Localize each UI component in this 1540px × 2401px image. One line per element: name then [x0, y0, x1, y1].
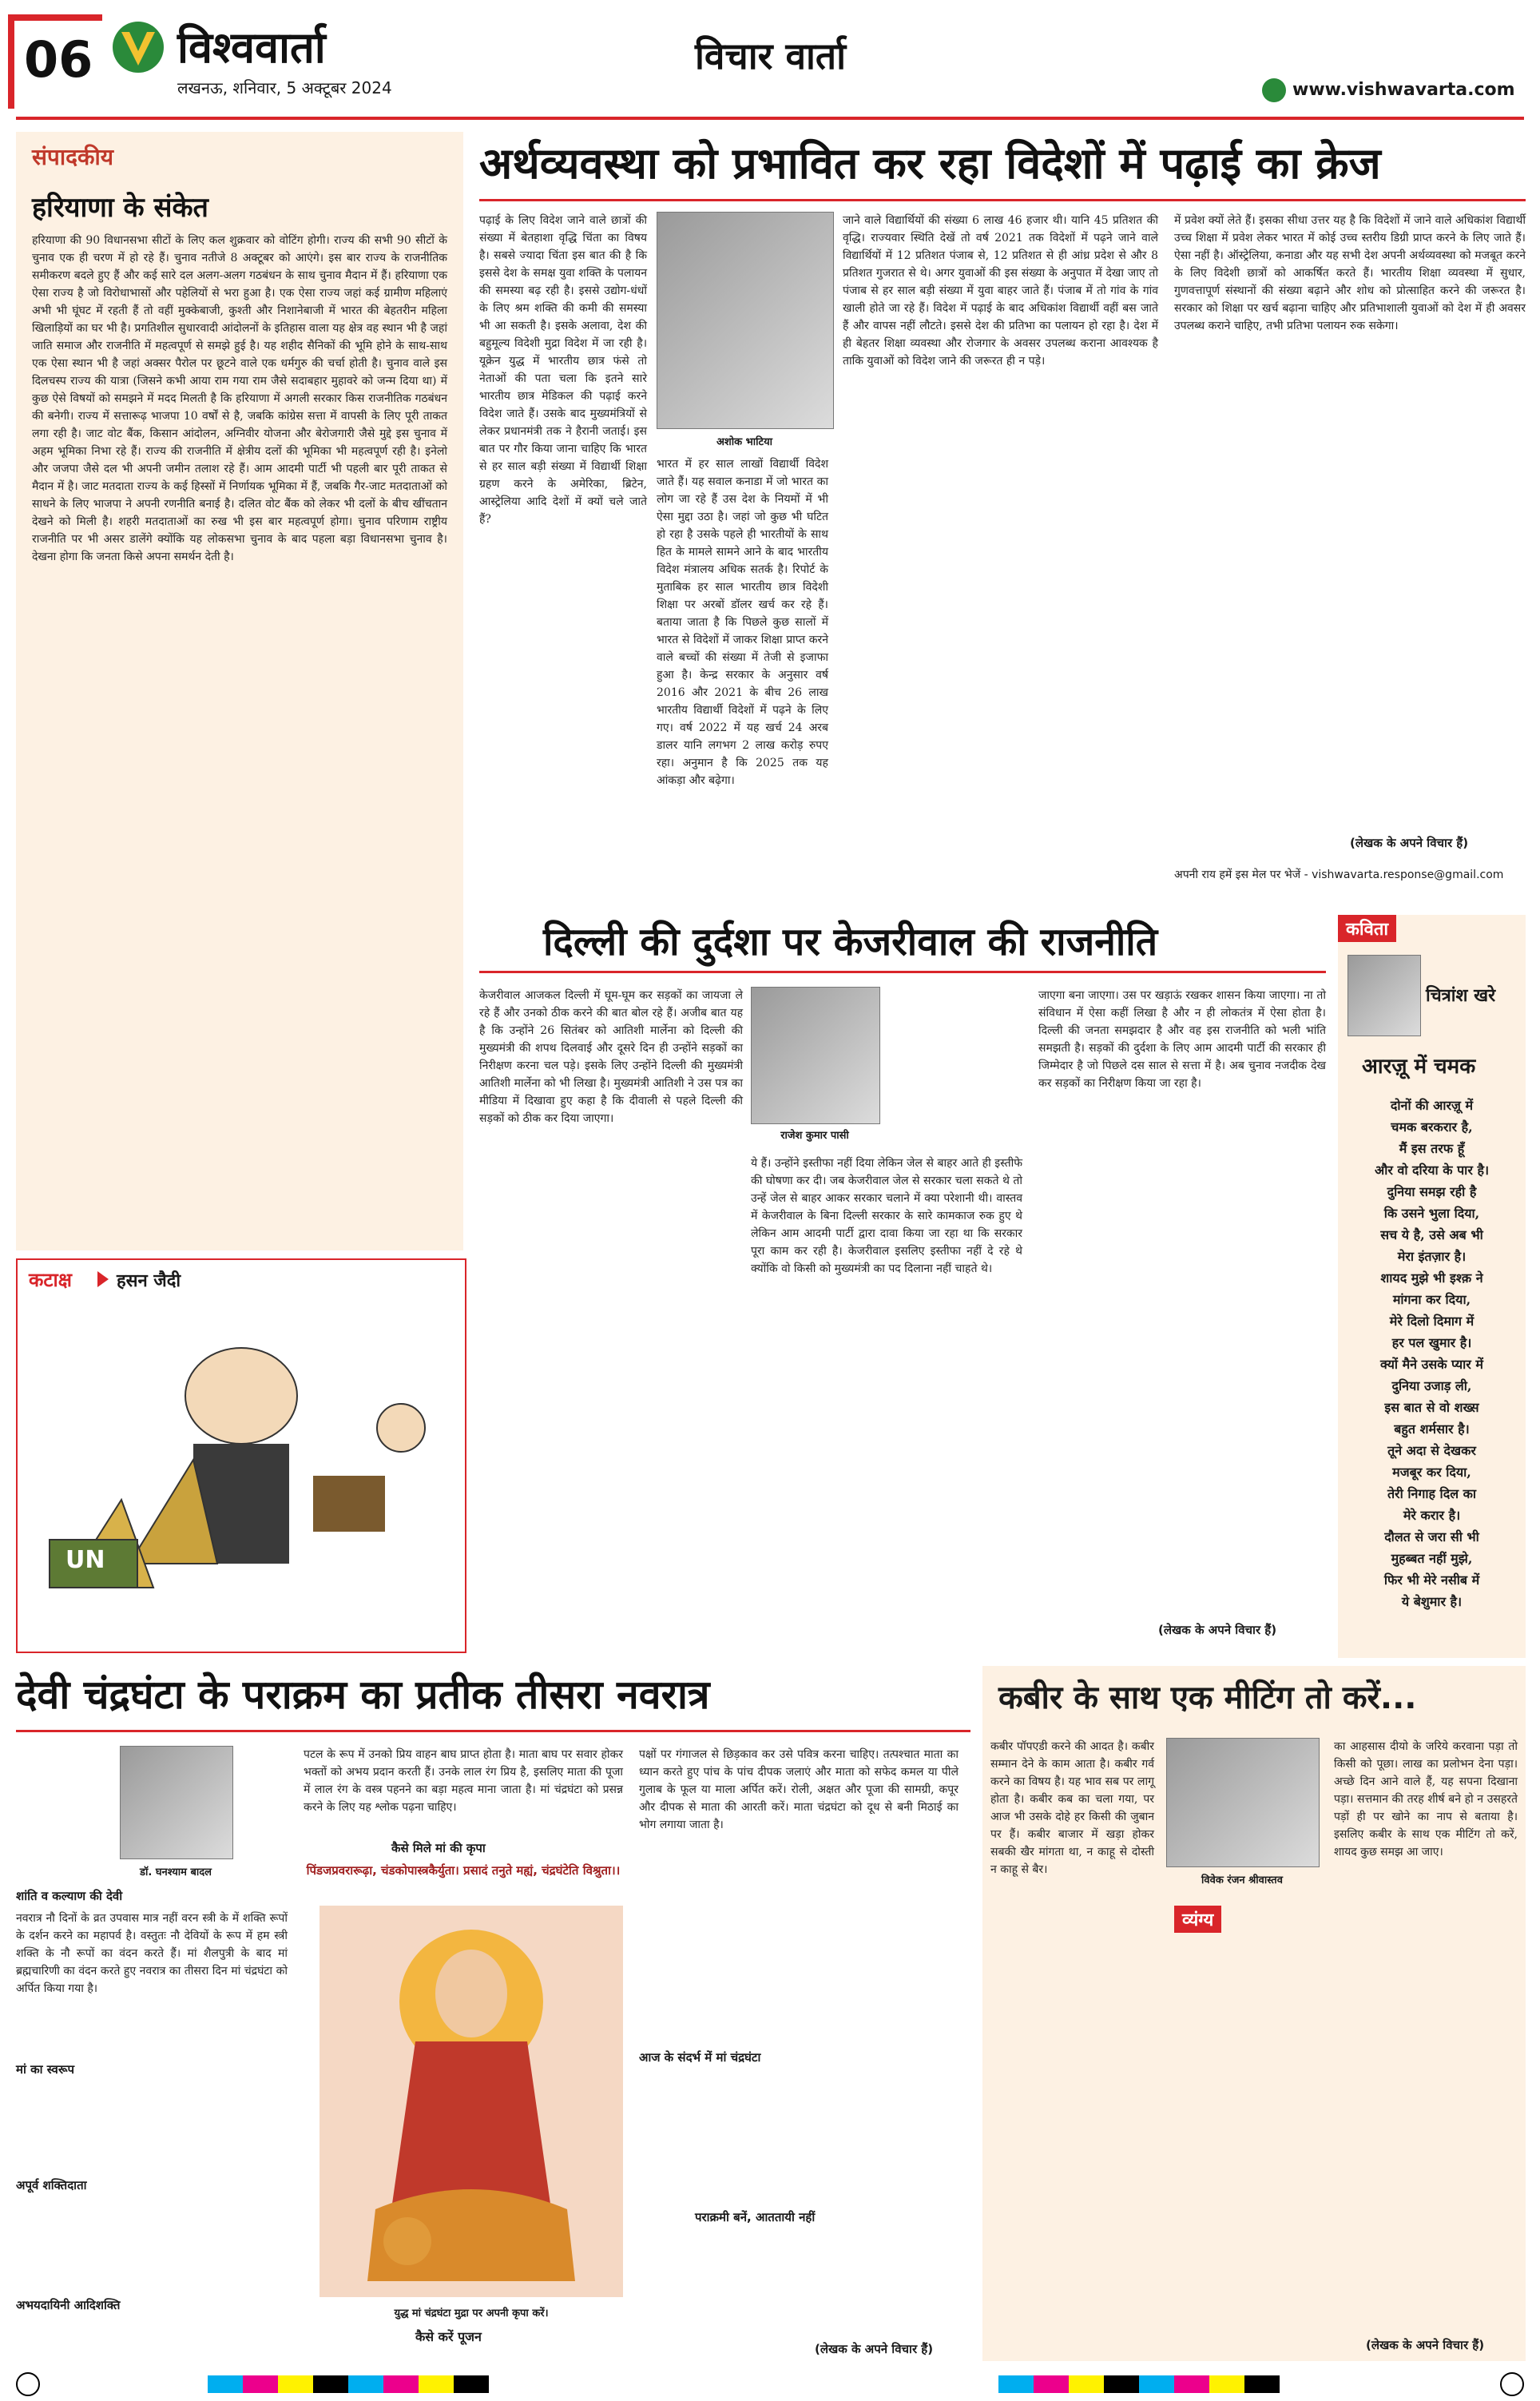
second-author-photo [751, 987, 880, 1124]
color-bar [208, 2375, 489, 2396]
author-photo [657, 212, 834, 429]
lead-col-3: जाने वाले विद्यार्थियों की संख्या 6 लाख 46 हजार थी। यानि 45 प्रतिशत की वृद्धि। राज्यवार स्थिति देखें तो वर्ष 2021 तक विदेशों में पढ़ने जाने वाले विद्यार्थियों में 12 प्रतिशत पंजाब से, 12 प्रतिशत से ही आंध्र प्रदेश से और 8 प्रतिशत गुजरात से थे। अगर युवाओं की इस संख्या के अनुपात में देखा जाए तो पंजाब से हर साल बड़ी संख्या में युवा बाहर जाते हैं। पंजाब में तो गांव के गांव खाली होते जा रहे हैं। विदेश में पढ़ाई के बाद अधिकांश विद्यार्थी वहीं बस जाते हैं और वापस नहीं लौटते। इससे देश की प्रतिभा का पलायन हो रहा है। देश में ही बेहतर शिक्षा व्यवस्था और रोजगार के अवसर उपलब्ध कराना आवश्यक है ताकि युवाओं को विदेश जाने की जरूरत ही न पड़े। [843, 214, 1162, 368]
cartoon-label: कटाक्ष [29, 1269, 72, 1291]
poem-line: तूने अदा से देखकर [1387, 1443, 1476, 1458]
poem-line: दुनिया उजाड़ ली, [1391, 1378, 1472, 1393]
poem-line: फिर भी मेरे नसीब में [1383, 1572, 1480, 1588]
lead-author: अशोक भाटिया [716, 436, 772, 448]
poem-line: चमक बरकरार है, [1391, 1119, 1473, 1135]
globe-icon [1262, 78, 1286, 102]
second-author: राजेश कुमार पासी [780, 1130, 849, 1142]
lead-rule [479, 199, 1526, 201]
poem-line: शायद मुझे भी इश्क़ ने [1380, 1270, 1483, 1286]
editorial-body: हरियाणा की 90 विधानसभा सीटों के लिए कल शुक्रवार को वोटिंग होगी। राज्य की सभी 90 सीटों के चुनाव एक ही चरण में हो रहे हैं। चुनाव नतीजे 8 अक्टूबर को आएंगे। इस बार राज्य के राजनीतिक समीकरण बदले हुए हैं और कई सारे दल अलग-अलग गठबंधन के साथ चुनाव मैदान में हैं। हरियाणा एक ऐसा राज्य है जो विरोधाभासों और पहेलियों से भरा हुआ है। एक ऐसा राज्य जहां कई ग्रामीण महिलाएं अभी भी घूंघट में रहती हैं तो वहीं मुक्केबाजी, कुश्ती और निशानेबाजी में भारत की बेहतरीन महिला खिलाड़ियों का घर भी है। प्रगतिशील सुधारवादी आंदोलनों के इतिहास वाला यह क्षेत्र वह स्थान भी है जहां जाति समाज और राजनीति में महत्वपूर्ण से समझे हुई है। यह शहीद सैनिकों की भूमि होने के साथ-साथ एक ऐसा स्थान भी है जहां अक्सर पैरोल पर छूटने वाले एक धर्मगुरु की चर्चा होती है। चुनाव वाले इस दिलचस्प राज्य की यात्रा (जिसने कभी आया राम गया राम जैसे सदाबहार मुहावरे को जन्म दिया था) में कुछ ऐसे विषयों को समझने में मदद मिलती है कि हरियाणा में अगली सरकार किस राजनीतिक गठबंधन की बनेगी। राज्य में सत्तारूढ़ भाजपा 10 वर्षों से है, जबकि कांग्रेस सत्ता में वापसी के लिए पूरी ताकत लगा रही है। जाट वोट बैंक, किसान आंदोलन, अग्निवीर योजना और बेरोजगारी जैसे मुद्दे इस चुनाव में अहम भूमिका निभा रहे हैं। राज्य की राजनीति में क्षेत्रीय दलों की भूमिका भी महत्वपूर्ण रही है। इनेलो और जजपा जैसे दल भी अपनी जमीन तलाश रहे हैं। आम आदमी पार्टी भी पहली बार पूरी ताकत से मैदान में है। जाट मतदाता राज्य के कई हिस्सों में निर्णायक भूमिका में हैं, जबकि गैर-जाट मतदाताओं को साधने के लिए भाजपा ने अपनी रणनीति बनाई है। दलित वोट बैंक को लेकर भी दलों के बीच खींचतान देखने को मिली है। शहरी मतदाताओं का रुख भी इस बार महत्वपूर्ण होगा। चुनाव परिणाम राष्ट्रीय राजनीति पर भी असर डालेंगे क्योंकि यह लोकसभा चुनाव के बाद पहला बड़ा विधानसभा चुनाव है। देखना होगा कि जनता किसे अपना समर्थन देती है। [32, 234, 451, 563]
second-col-2: ये हैं। उन्होंने इस्तीफा नहीं दिया लेकिन जेल से बाहर आते ही इस्तीफे की घोषणा कर दी। जब केजरीवाल जेल से सरकार चला सकते थे तो उन्हें जेल से बाहर आकर सरकार चलाने में क्या परेशानी थी। वास्तव में केजरीवाल के बिना दिल्ली सरकार के सारे कामकाज रुक हुए थे लेकिन आम आदमी पार्टी द्वारा दावा किया जा रहा था कि सरकार पूरा काम कर रही है। केजरीवाल इसलिए इस्तीफा नहीं दे रहे थे क्योंकि वो किसी को मुख्यमंत्री का पद दिलाना नहीं चाहते थे। [751, 1157, 1026, 1275]
registration-mark-icon [16, 2372, 40, 2396]
poet-name: चित्रांश खरे [1426, 986, 1496, 1006]
lead-col-2: भारत में हर साल लाखों विद्यार्थी विदेश जाते हैं। यह सवाल कनाडा में जो भारत का लोग जा रहे हैं उस देश के नियमों में भी ऐसा मुद्दा उठा है। जहां जो कुछ भी घटित हो रहा है उसके पहले ही भारतीयों के साथ हित के मामले सामने आने के बाद भारतीय विदेश मंत्रालय अधिक सतर्क है। रिपोर्ट के मुताबिक हर साल भारतीय छात्र विदेशी शिक्षा पर अरबों डॉलर खर्च कर रहे हैं। बताया जाता है कि पिछले कुछ सालों में भारत से विदेशों में जाकर शिक्षा प्राप्त करने वाले बच्चों की संख्या में तेजी से इजाफा हुआ है। केन्द्र सरकार के अनुसार वर्ष 2016 और 2021 के बीच 26 लाख भारतीय विद्यार्थी विदेशों में पढ़ने के लिए गए। वर्ष 2022 में यह खर्च 24 अरब डालर यानि लगभग 2 लाख करोड़ रुपए रहा। अनुमान है कि 2025 तक यह आंकड़ा और बढ़ेगा। [657, 458, 832, 787]
navratri-sub-7: पराक्रमी बनें, आततायी नहीं [695, 2210, 816, 2224]
navratri-sub-2: मां का स्वरूप [16, 2062, 75, 2077]
editorial-label: संपादकीय [32, 144, 113, 170]
lead-headline: अर्थव्यवस्था को प्रभावित कर रहा विदेशों में पढ़ाई का क्रेज [479, 138, 1381, 189]
poem-line: हर पल खुमार है। [1391, 1335, 1472, 1350]
page-number: 06 [24, 30, 93, 89]
satire-label: व्यंग्य [1174, 1906, 1221, 1933]
navratri-col-3: पक्षों पर गंगाजल से छिड़काव कर उसे पवित्र करना चाहिए। तत्पश्चात माता का ध्यान करते हुए पांच के पांच दीपक जलाएं और माता को सफेद कमल या पीले गुलाब के फूल या माला अर्पित करें। रोली, अक्षत और पूजा की सामग्री, कपूर और दीपक से माता की आरती करें। माता चंद्रघंटा को दूध से बनी मिठाई का भोग लगाया जाता है। [639, 1748, 963, 1831]
navratri-caption-2: कैसे करें पूजन [415, 2329, 482, 2344]
navratri-sub-5: कैसे मिले मां की कृपा [391, 1841, 486, 1855]
second-col-3: जाएगा बना जाएगा। उस पर खड़ाऊं रखकर शासन किया जाएगा। ना तो संविधान में ऐसा कहीं लिखा है और न ही लोकतंत्र में ऐसा होता है। दिल्ली की जनता समझदार है और वह इस राजनीति को भली भांति समझती है। सड़कों की दुर्दशा के लिए आम आदमी पार्टी की सरकार ही जिम्मेदार है जो पिछले दस साल से सत्ता में है। अब चुनाव नजदीक देख कर सड़कों का निरीक्षण किया जा रहा है। [1038, 989, 1330, 1090]
editorial-section [16, 132, 463, 1250]
color-bar [998, 2375, 1280, 2396]
second-rule [479, 971, 1326, 973]
satire-article [982, 1666, 1526, 2361]
navratri-sub-1: शांति व कल्याण की देवी [16, 1889, 123, 1903]
poem-line: इस बात से वो शख्स [1384, 1400, 1479, 1415]
poem-line: मांगना कर दिया, [1392, 1292, 1471, 1307]
satire-col-1: कबीर पॉपएडी करने की आदत है। कबीर सम्मान देने के काम आता है। कबीर गर्व करने का विषय है। यह भाव सब पर लागू होता है। कबीर कब का चला गया, पर आज भी उसके दोहे हर किसी की जुबान पर हैं। कबीर बाजार में खड़ा होकर सबकी खैर मांगता था, न काहू से दोस्ती न काहू से बैर। [990, 1740, 1158, 1876]
satire-author: विवेक रंजन श्रीवास्तव [1201, 1874, 1283, 1886]
poem-line: सच ये है, उसे अब भी [1380, 1227, 1483, 1242]
cartoon-artist: हसन जैदी [117, 1271, 181, 1291]
feedback-line: अपनी राय हमें इस मेल पर भेजें - vishwavarta.response@gmail.com [1174, 869, 1504, 881]
navratri-author: डॉ. घनश्याम बादल [140, 1866, 212, 1878]
editorial-title: हरियाणा के संकेत [32, 192, 208, 224]
second-col-1: केजरीवाल आजकल दिल्ली में घूम-घूम कर सड़कों का जायजा ले रहे हैं और उनको ठीक करने की बात बोल रहे हैं। अजीब बात यह है कि उन्होंने 26 सितंबर को आतिशी मार्लेना को दिल्ली की मुख्यमंत्री की शपथ दिलवाई और दूसरे दिन ही उन्होंने सड़कों का निरीक्षण करना चल पड़े। इसके लिए उन्होंने दिल्ली की मुख्यमंत्री आतिशी मार्लेना को भी लिखा है। मुख्यमंत्री आतिशी ने उस पत्र का मीडिया में दिखावा हुए कहा है कि दीवाली से पहले दिल्ली की सड़कों को ठीक कर दिया जाएगा। [479, 989, 747, 1125]
poem-line: दुनिया समझ रही है [1387, 1184, 1477, 1199]
poem-line: क्यों मैने उसके प्यार में [1380, 1357, 1483, 1372]
second-article [479, 915, 1330, 1658]
navratri-rule [16, 1730, 970, 1732]
poem-label: कविता [1338, 915, 1396, 942]
goddess-illustration [320, 1906, 623, 2297]
lead-article [479, 132, 1530, 903]
satire-col-2: का आहसास दीयो के जरिये करवाना पड़ा तो किसी को पूछा। लाख का प्रलोभन देना पड़ा। अच्छे दिन आने वाले हैं, यह सपना दिखाना पड़ा। सत्तमान की तरह शीर्ष बने हो न उसहरते पड़ों ही पर खोने का नाप से बताया है। इसलिए कबीर के साथ एक मीटिंग तो करें, शायद कुछ समझ आ जाए। [1334, 1740, 1522, 1858]
poem-line: दोनों की आरज़ू में [1390, 1098, 1474, 1113]
poem-line: मेरा इंतज़ार है। [1397, 1249, 1467, 1264]
poem-line: मेरे दिलो दिमाग में [1389, 1314, 1475, 1329]
poem-line: ये बेशुमार है। [1401, 1594, 1463, 1609]
cartoon-illustration [34, 1300, 449, 1644]
dateline: लखनऊ, शनिवार, 5 अक्टूबर 2024 [177, 78, 392, 97]
poem-line: कि उसने भुला दिया, [1383, 1206, 1480, 1221]
registration-mark-icon [1500, 2372, 1524, 2396]
poem-line: दौलत से जरा सी भी [1384, 1529, 1479, 1544]
navratri-note: (लेखक के अपने विचार हैं) [815, 2342, 934, 2356]
navratri-author-photo [120, 1746, 233, 1859]
navratri-col-1: नवरात्र नौ दिनों के व्रत उपवास मात्र नहीं वरन स्त्री के में शक्ति रूपों के दर्शन करने का महापर्व है। वस्तुतः नौ देवियों के रूप में हम स्त्री शक्ति के नौ रूपों का वंदन करते हैं। मां शैलपुत्री के बाद मां ब्रह्मचारिणी का वंदन करते हुए नवरात्र का तीसरा दिन मां चंद्रघंटा को अर्पित किया गया है। [16, 1912, 292, 1995]
poem-line: मेरे करार है। [1403, 1508, 1461, 1523]
lead-note: (लेखक के अपने विचार हैं) [1350, 836, 1469, 850]
print-footer [0, 2369, 1540, 2401]
navratri-sub-4: अभयदायिनी आदिशक्ति [16, 2298, 121, 2312]
poem-line: मैं इस तरफ हूँ [1399, 1141, 1465, 1156]
poem-line: और वो दरिया के पार है। [1374, 1163, 1490, 1178]
poem-section [1338, 915, 1526, 1658]
navratri-col-2: पटल के रूप में उनको प्रिय वाहन बाघ प्राप्त होता है। माता बाघ पर सवार होकर भक्तों को अभय प्रदान करती हैं। उनके लाल रंग प्रिय है, इसलिए माता की पूजा में लाल रंग के वस्त्र पहनने का बड़ा महत्व माना जाता है। मां चंद्रघंटा को प्रसन्न करने के लिए यह श्लोक पढ़ना चाहिए। [304, 1748, 627, 1814]
poem-line: मुहब्बत नहीं मुझे, [1391, 1551, 1473, 1566]
navratri-headline: देवी चंद्रघंटा के पराक्रम का प्रतीक तीसरा नवरात्र [16, 1672, 710, 1718]
poem-line: बहुत शर्मसार है। [1394, 1421, 1470, 1437]
satire-author-photo [1166, 1738, 1320, 1867]
cartoon-un-sign: UN [65, 1546, 105, 1574]
second-headline: दिल्ली की दुर्दशा पर केजरीवाल की राजनीति [543, 920, 1158, 964]
lead-col-1: पढ़ाई के लिए विदेश जाने वाले छात्रों की संख्या में बेतहाशा वृद्धि चिंता का विषय है। सबसे ज्यादा चिंता इस बात की है कि इससे देश के समक्ष युवा शक्ति के पलायन की समस्या बढ़ रही है। इससे उद्योग-धंधों के लिए श्रम शक्ति की कमी की समस्या भी आ सकती है। इसके अलावा, देश की बहुमूल्य विदेशी मुद्रा विदेश में जा रही है। यूक्रेन युद्ध में भारतीय छात्र फंसे तो नेताओं की पता चला कि इतने सारे भारतीय छात्र मेडिकल की पढ़ाई करने विदेश जाते हैं। उसके बाद मुख्यमंत्रियों से लेकर प्रधानमंत्री तक ने हैरानी जताई। इस बात पर गौर किया जाना चाहिए कि भारत से हर साल बड़ी संख्या में विद्यार्थी शिक्षा ग्रहण करने के अमेरिका, ब्रिटेन, आस्ट्रेलिया आदि देशों में क्यों चले जाते हैं? [479, 214, 651, 526]
navratri-caption-1: युद्ध मां चंद्रघंटा मुद्रा पर अपनी कृपा करें। [394, 2308, 549, 2320]
logo-icon [110, 19, 166, 75]
satire-note: (लेखक के अपने विचार हैं) [1366, 2338, 1485, 2352]
lead-col-4: में प्रवेश क्यों लेते हैं। इसका सीधा उत्तर यह है कि विदेशों में जाने वाले अधिकांश विद्यार्थी उच्च शिक्षा में प्रवेश लेकर भारत में कोई उच्च स्तरीय डिग्री प्राप्त करने के लिए जाते हैं। ऐसा नहीं है। ऑस्ट्रेलिया, कनाडा और यह सभी देश अपनी अर्थव्यवस्था को मजबूत करने के लिए विदेशी छात्रों को आकर्षित करते हैं। भारतीय शिक्षा व्यवस्था में सुधार, गुणवत्तापूर्ण संस्थानों की संख्या बढ़ाने और शोध को प्रोत्साहित करने की जरूरत है। सरकार को शिक्षा पर खर्च बढ़ाना चाहिए और प्रतिभाशाली युवाओं को देश में ही अवसर उपलब्ध कराने चाहिए, तभी प्रतिभा पलायन रुक सकेगा। [1174, 214, 1530, 332]
navratri-mantra: पिंडजप्रवरारूढ़ा, चंडकोपास्त्रकैर्युता। प्रसादं तनुते मह्यं, चंद्रघंटेति विश्रुता।। [306, 1863, 621, 1878]
navratri-article [16, 1666, 970, 2361]
satire-headline: कबीर के साथ एक मीटिंग तो करें... [998, 1680, 1417, 1716]
navratri-sub-6: आज के संदर्भ में मां चंद्रघंटा [639, 2050, 761, 2065]
cartoon-section [16, 1258, 466, 1653]
masthead-rule [16, 117, 1524, 120]
second-note: (लेखक के अपने विचार हैं) [1158, 1623, 1277, 1637]
navratri-sub-3: अपूर्व शक्तिदाता [16, 2178, 87, 2192]
poet-photo [1348, 955, 1421, 1036]
paper-name: विश्ववार्ता [177, 22, 326, 73]
poem-title: आरज़ू में चमक [1362, 1055, 1476, 1079]
poem-line: मजबूर कर दिया, [1392, 1465, 1471, 1480]
poem-line: तेरी निगाह दिल का [1387, 1486, 1477, 1501]
arrow-icon [97, 1271, 109, 1287]
poem-lines [1346, 1095, 1518, 1612]
section-title: विचार वार्ता [695, 34, 847, 78]
website-link[interactable]: www.vishwavarta.com [1292, 80, 1515, 100]
masthead [0, 0, 1540, 120]
